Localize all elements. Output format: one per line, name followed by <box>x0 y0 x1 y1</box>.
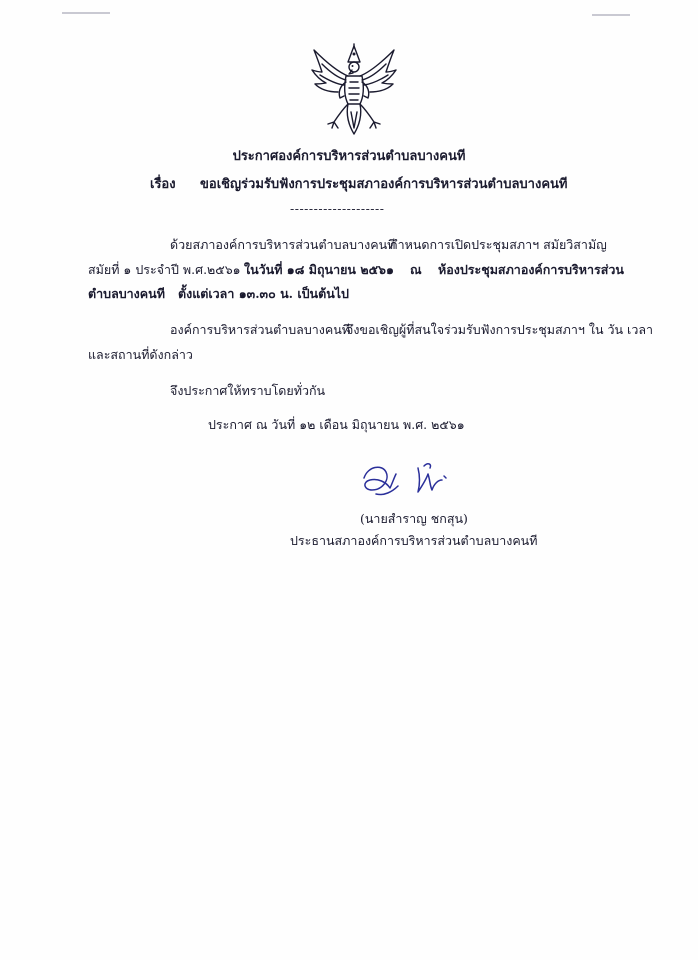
subject-text: ขอเชิญร่วมรับฟังการประชุมสภาองค์การบริหารส่วนตำบลบางคนที <box>200 177 568 192</box>
signer-name: (นายสำราญ ชกสุน) <box>360 511 468 526</box>
handwritten-signature-icon <box>356 458 466 502</box>
signer-position: ประธานสภาองค์การบริหารส่วนตำบลบางคนที <box>290 533 538 548</box>
meeting-date: ในวันที่ ๑๘ มิถุนายน ๒๕๖๑ <box>244 262 394 277</box>
paragraph-1-line-1a: ด้วยสภาองค์การบริหารส่วนตำบลบางคนที <box>170 237 396 252</box>
meeting-venue-part-1: ห้องประชุมสภาองค์การบริหารส่วน <box>438 262 624 277</box>
scan-edge-mark <box>592 14 630 16</box>
paragraph-1-line-2c: ณ <box>410 262 422 277</box>
paragraph-2-line-2: และสถานที่ดังกล่าว <box>88 347 193 362</box>
paragraph-2-line-1b: จึงขอเชิญผู้ที่สนใจร่วมรับฟังการประชุมสภาฯ ใน วัน เวลา <box>346 322 654 337</box>
divider-line: -------------------- <box>290 201 385 216</box>
meeting-time: ตั้งแต่เวลา ๑๓.๓๐ น. เป็นต้นไป <box>178 286 349 301</box>
paragraph-2-line-1a: องค์การบริหารส่วนตำบลบางคนที <box>170 322 351 337</box>
paragraph-1-line-2a: สมัยที่ ๑ ประจำปี พ.ศ.๒๕๖๑ <box>88 262 241 277</box>
announcement-date: ประกาศ ณ วันที่ ๑๒ เดือน มิถุนายน พ.ศ. ๒๕๖๑ <box>208 417 465 432</box>
paragraph-3: จึงประกาศให้ทราบโดยทั่วกัน <box>170 383 326 398</box>
announcement-title: ประกาศองค์การบริหารส่วนตำบลบางคนที <box>232 149 466 164</box>
meeting-venue-part-2: ตำบลบางคนที <box>88 286 165 301</box>
paragraph-1-line-1b: กำหนดการเปิดประชุมสภาฯ สมัยวิสามัญ <box>390 237 607 252</box>
subject-label: เรื่อง <box>150 177 176 192</box>
garuda-emblem-icon <box>308 42 400 142</box>
scan-edge-mark <box>62 12 110 14</box>
